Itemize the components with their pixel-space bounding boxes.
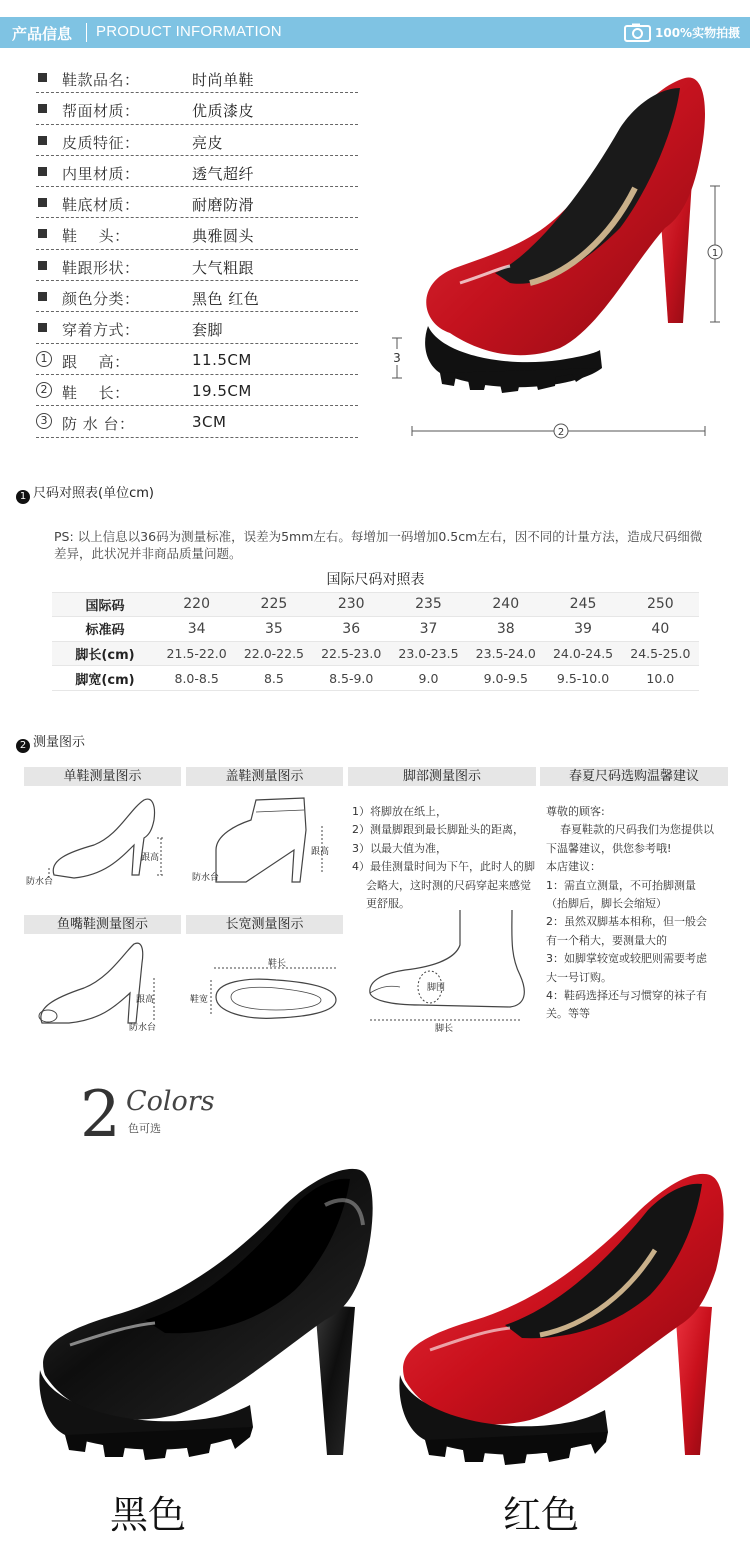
colors-word: Colors [126,1086,215,1117]
platform-label: 防水台 [26,877,54,887]
circled-number-icon: 1 [36,351,52,367]
size-cell: 235 [390,592,467,617]
header-divider [86,23,87,42]
heel-height-marker [708,186,722,322]
advice-line: 本店建议： [546,860,601,874]
spec-value: 3CM [192,413,227,432]
size-row-label: 国际码 [52,592,158,617]
size-cell: 8.5-9.0 [313,666,390,691]
peep-heel-height-label: 跟高 [136,995,155,1005]
spec-value: 典雅圆头 [192,227,255,246]
size-cell: 10.0 [622,666,699,691]
size-cell: 39 [544,617,621,642]
size-cell: 230 [313,592,390,617]
circled-number-icon: 3 [36,413,52,429]
size-advice-text [546,803,730,1024]
bullet-square-icon [38,292,47,301]
advice-line: 4：鞋码选择还与习惯穿的袜子有 [546,989,707,1003]
bullet-square-icon [38,323,47,332]
red-shoe-image[interactable] [390,1170,730,1470]
camera-icon [624,23,651,42]
spec-list [36,62,358,438]
size-cell: 36 [313,617,390,642]
spec-label: 跟 高： [62,352,130,371]
advice-line: 有一个稍大，要测量大的 [546,933,667,947]
size-cell: 9.0-9.5 [467,666,544,691]
foot-step-line: 会略大，这时测的尺码穿起来感觉 [366,878,531,892]
advice-line: 2：虽然双脚基本相称，但一般会 [546,915,707,929]
size-cell: 24.5-25.0 [622,641,699,666]
size-cell: 23.0-23.5 [390,641,467,666]
panel-foot-title: 脚部测量图示 [348,767,536,786]
foot-length-label: 脚长 [435,1024,454,1034]
spec-value: 亮皮 [192,133,224,152]
spec-value: 透气超纤 [192,164,255,183]
length-dim-number: 2 [557,427,565,438]
foot-step-line: 4）最佳测量时间为下午，此时人的脚 [352,860,535,874]
spec-value: 11.5CM [192,350,252,369]
advice-line: 3：如脚掌较宽或较肥则需要考虑 [546,952,707,966]
red-color-label: 红色 [503,1493,580,1537]
heel-dim-number: 1 [711,248,719,259]
size-cell: 9.0 [390,666,467,691]
spec-value: 优质漆皮 [192,102,255,121]
spec-row [36,406,358,437]
shoe-width-label: 鞋宽 [190,995,209,1005]
advice-line: （抬脚后，脚长会缩短） [546,897,667,911]
size-cell: 8.0-8.5 [158,666,235,691]
shoe-length-label: 鞋长 [268,959,287,969]
foot-measure-steps [352,803,536,913]
size-cell: 9.5-10.0 [544,666,621,691]
foot-step-line: 2）测量脚跟到最长脚趾头的距离， [352,823,524,837]
advice-line: 大一号订购。 [546,970,612,984]
bullet-square-icon [38,198,47,207]
bullet-square-icon [38,136,47,145]
size-table [52,567,699,691]
spec-value: 黑色 红色 [192,290,260,309]
platform-dim-number: 3 [393,351,401,365]
spec-row [36,312,358,343]
spec-row [36,62,358,93]
advice-line: 春夏鞋款的尺码我们为您提供以 [546,823,714,837]
boot-heel-height-label: 跟高 [311,847,330,857]
advice-line: 1：需直立测量，不可抬脚测量 [546,878,696,892]
size-cell: 23.5-24.0 [467,641,544,666]
single-shoe-diagram [24,790,181,895]
spec-row [36,375,358,406]
spec-value: 19.5CM [192,381,252,400]
size-cell: 8.5 [235,666,312,691]
size-table-title: 国际尺码对照表 [52,567,699,592]
panel-advice-title: 春夏尺码选购温馨建议 [540,767,728,786]
spec-row [36,344,358,375]
advice-line: 下温馨建议，供您参考哦! [546,841,672,855]
spec-label: 颜色分类： [62,290,140,309]
spec-row [36,218,358,249]
spec-value: 耐磨防滑 [192,196,255,215]
circled-number-icon: 2 [36,382,52,398]
size-table-row [52,666,699,691]
size-table-row [52,617,699,642]
measure-section-title-text: 测量图示 [33,735,86,750]
spec-label: 内里材质： [62,164,140,183]
peep-platform-label: 防水台 [129,1023,157,1033]
bullet-square-icon [38,261,47,270]
heel-height-label: 跟高 [141,853,160,863]
size-cell: 245 [544,592,621,617]
spec-label: 防 水 台： [62,415,135,434]
size-cell: 24.0-24.5 [544,641,621,666]
size-cell: 250 [622,592,699,617]
advice-line: 关。等等 [546,1007,590,1021]
foot-girth-label: 脚围 [427,983,446,993]
size-row-label: 标准码 [52,617,158,642]
measure-section-title [16,731,85,753]
size-cell: 40 [622,617,699,642]
header-title-cn: 产品信息 [12,25,73,43]
product-shoe-red-image [380,68,730,458]
size-cell: 37 [390,617,467,642]
spec-row [36,156,358,187]
spec-label: 鞋跟形状： [62,258,140,277]
peep-toe-diagram [24,938,181,1038]
bullet-square-icon [38,229,47,238]
section-number-1: 1 [16,490,30,504]
boot-platform-label: 防水台 [192,873,220,883]
size-row-label: 脚长(cm) [52,641,158,666]
bullet-square-icon [38,167,47,176]
platform-marker [390,338,404,378]
size-cell: 38 [467,617,544,642]
size-cell: 225 [235,592,312,617]
advice-line: 尊敬的顾客: [546,805,605,818]
spec-label: 帮面材质： [62,102,140,121]
section-number-2: 2 [16,739,30,753]
colors-subtitle: 色可选 [128,1122,161,1135]
size-cell: 220 [158,592,235,617]
spec-label: 鞋款品名： [62,71,140,89]
foot-step-line: 更舒服。 [366,897,410,911]
size-disclaimer: PS: 以上信息以36码为测量标准，误差为5mm左右。每增加一码增加0.5cm左右，因不同的计量方法，造成尺码细微差异，此状况并非商品质量问题。 [54,529,703,561]
size-section-title-text: 尺码对照表(单位cm) [33,486,154,501]
spec-label: 皮质特征： [62,133,140,152]
size-cell: 34 [158,617,235,642]
panel-length-width-title: 长宽测量图示 [186,915,343,934]
bullet-square-icon [38,104,47,113]
header-bar [0,17,750,48]
spec-row [36,125,358,156]
spec-label: 穿着方式： [62,321,140,340]
size-row-label: 脚宽(cm) [52,666,158,691]
spec-value: 套脚 [192,321,224,340]
size-cell: 35 [235,617,312,642]
black-shoe-image[interactable] [25,1165,380,1465]
panel-boot-title: 盖鞋测量图示 [186,767,343,786]
spec-label: 鞋底材质： [62,196,140,215]
spec-row [36,281,358,312]
panel-single-shoe-title: 单鞋测量图示 [24,767,181,786]
black-color-label: 黑色 [110,1493,187,1537]
spec-label: 鞋 长： [62,383,130,402]
foot-diagram [360,905,535,1035]
boot-diagram [186,790,343,895]
size-section-title [16,482,154,504]
spec-value: 时尚单鞋 [192,71,255,89]
spec-row [36,187,358,218]
foot-step-line: 1）将脚放在纸上， [352,805,447,818]
header-title-en: PRODUCT INFORMATION [96,23,282,40]
real-photo-badge: 100%实物拍摄 [655,26,741,40]
panel-peep-toe-title: 鱼嘴鞋测量图示 [24,915,181,934]
spec-row [36,93,358,124]
length-width-diagram [186,952,343,1032]
size-cell: 21.5-22.0 [158,641,235,666]
spec-label: 鞋 头： [62,227,130,246]
spec-row [36,250,358,281]
length-marker [412,424,705,438]
size-table-row [52,592,699,617]
spec-value: 大气粗跟 [192,258,255,277]
size-cell: 22.0-22.5 [235,641,312,666]
size-cell: 22.5-23.0 [313,641,390,666]
bullet-square-icon [38,73,47,82]
colors-count: 2 [80,1078,121,1152]
size-table-row [52,641,699,666]
foot-step-line: 3）以最大值为准， [352,841,447,855]
size-cell: 240 [467,592,544,617]
